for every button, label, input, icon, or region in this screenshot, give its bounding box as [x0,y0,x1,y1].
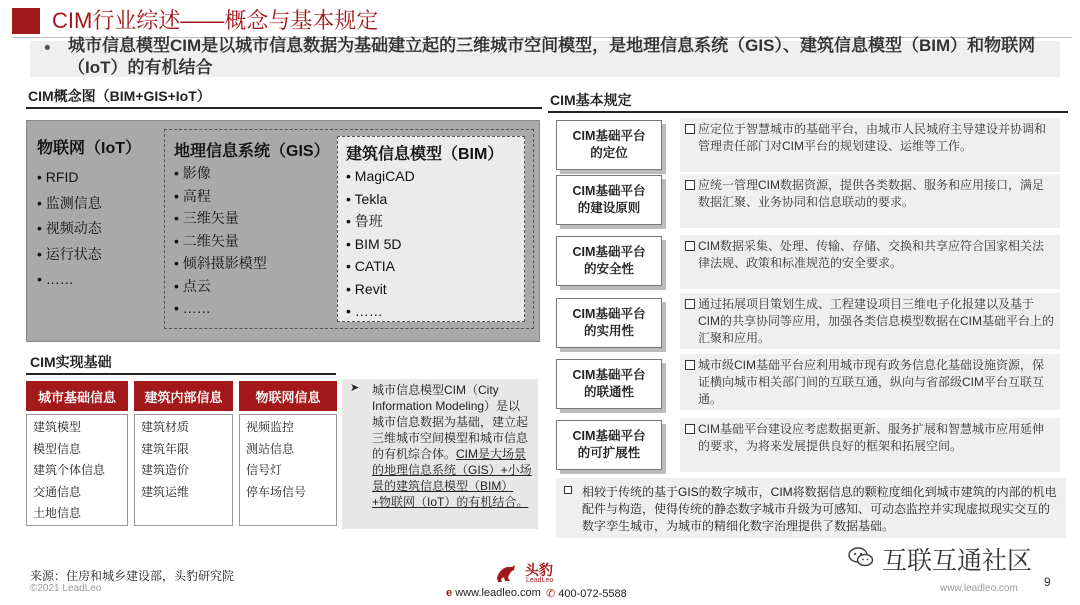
basis-heading: CIM实现基础 [30,354,112,370]
rule-desc-scalability: CIM基础平台建设应考虑数据更新、服务扩展和智慧城市应用延伸的要求，为将来发展提供良好的框架和拓展空间。 [680,418,1060,472]
rule-desc-practicality: 通过拓展项目策划生成、工程建设项目三维电子化报建以及基于CIM的共享协同等应用，加强各类信息模型数据在CIM基础平台上的汇聚和应用。 [680,293,1060,349]
list-item: 建筑材质 [141,420,190,434]
summary-text: 城市信息模型CIM是以城市信息数据为基础建立起的三维城市空间模型，是地理信息系统（GIS）、建筑信息模型（BIM）和物联网（IoT）的有机结合 [68,36,1036,77]
basis-heading-rule [26,373,336,375]
gis-list [174,162,267,320]
leopard-logo-icon [495,562,517,584]
brand-logo-subtext: LeadLeo [526,577,554,584]
basis-col-header: 城市基础信息 [26,381,128,411]
list-item: • MagiCAD [346,165,415,188]
definition-text: 城市信息模型CIM（City Information Modeling）是以城市信息数据为基础，建立起三维城市空间模型和城市信息的有机综合体。 [372,383,529,461]
rules-heading-rule [548,111,1068,113]
list-item: 停车场信号 [246,484,307,499]
rule-desc-security: CIM数据采集、处理、传输、存储、交换和共享应符合国家相关法律法规、政策和标准规范的安全要求。 [680,235,1060,289]
list-item: • Revit [346,278,415,301]
brand-logo-text: 头豹 [525,562,553,578]
list-item: • 高程 [174,185,267,208]
basis-col-iot [239,414,337,526]
iot-list [37,165,102,293]
bim-list [346,165,415,323]
rule-label-scalability: CIM基础平台 的可扩展性 [556,420,662,470]
list-item: 建筑个体信息 [33,463,106,477]
rule-desc-connectivity: 城市级CIM基础平台应利用城市现有政务信息化基础设施资源，保证横向城市相关部门间的互联互通，纵向与省部级CIM平台互联互通。 [680,354,1060,410]
page-title: CIM行业综述——概念与基本规定 [52,8,379,33]
basis-col-building [134,414,233,526]
list-item: • 监测信息 [37,191,102,217]
web-icon: e [446,587,453,599]
list-item: • 倾斜摄影模型 [174,252,267,275]
list-item: • BIM 5D [346,233,415,256]
footer-url: e www.leadleo.com [446,587,541,599]
footer-site: www.leadleo.com [940,583,1018,594]
basis-col-header: 建筑内部信息 [134,381,233,411]
arrow-bullet-icon: ➤ [350,382,360,394]
list-item: • 视频动态 [37,216,102,242]
bottom-note: 相较于传统的基于GIS的数字城市，CIM将数据信息的颗粒度细化到城市建筑的内部的机电配件与构造，使得传统的静态数字城市升级为可感知、可动态监控并实现虚拟现实交互的数字孪生城市，为城市的精细化数字治理提供了数据基础。 [556,478,1066,538]
wechat-icon [848,547,874,567]
concept-heading-rule [26,107,542,109]
title-accent-bar [12,8,40,34]
rule-label-positioning: CIM基础平台 的定位 [556,120,662,170]
checkbox-bullet-icon [564,486,572,494]
basis-col-header: 物联网信息 [239,381,337,411]
community-watermark: 互联互通社区 [882,547,1033,575]
concept-heading: CIM概念图（BIM+GIS+IoT） [28,88,211,104]
list-item: 建筑模型 [33,420,82,434]
list-item: 建筑造价 [141,463,190,477]
list-item: 视频监控 [246,420,295,434]
list-item: • CATIA [346,255,415,278]
list-item: • Tekla [346,188,415,211]
source-note: 来源：住房和城乡建设部，头豹研究院 [30,569,235,583]
list-item: • …… [37,267,102,293]
list-item: • …… [346,300,415,323]
rule-label-principle: CIM基础平台 的建设原则 [556,175,662,225]
rule-label-connectivity: CIM基础平台 的联通性 [556,359,662,409]
page-number: 9 [1044,575,1051,589]
footer-phone: ✆ 400-072-5588 [546,588,627,600]
list-item: • 点云 [174,275,267,298]
list-item: 信号灯 [246,463,283,477]
list-item: • 运行状态 [37,242,102,268]
phone-icon: ✆ [546,588,556,600]
list-item: • …… [174,297,267,320]
list-item: • 影像 [174,162,267,185]
concept-diagram [26,120,540,342]
bim-box [337,136,525,322]
gis-title: 地理信息系统（GIS） [174,143,330,160]
list-item: 土地信息 [33,506,82,520]
rule-label-practicality: CIM基础平台 的实用性 [556,298,662,348]
list-item: 建筑运维 [141,484,190,499]
summary-bullet-icon: • [44,38,51,59]
rule-desc-principle: 应统一管理CIM数据资源，提供各类数据、服务和应用接口，满足数据汇聚、业务协同和信息联动的要求。 [680,174,1060,228]
iot-title: 物联网（IoT） [37,140,141,157]
copyright: ©2021 LeadLeo [30,583,102,594]
list-item: • 鲁班 [346,210,415,233]
list-item: • 二维矢量 [174,230,267,253]
list-item: 建筑年限 [141,441,190,456]
rule-label-security: CIM基础平台 的安全性 [556,236,662,286]
rule-desc-positioning: 应定位于智慧城市的基础平台，由城市人民城府主导建设并协调和管理责任部门对CIM平台的规划建设、运维等工作。 [680,118,1060,172]
basis-col-city [26,414,128,526]
list-item: 模型信息 [33,441,82,456]
list-item: 测站信息 [246,441,295,456]
list-item: 交通信息 [33,484,82,499]
cim-definition [342,379,538,529]
list-item: • RFID [37,165,102,191]
rules-heading: CIM基本规定 [550,92,632,108]
definition-emphasis: CIM是大场景的地理信息系统（GIS）+小场景的建筑信息模型（BIM）+物联网（IoT）的有机结合。 [372,447,532,509]
list-item: • 三维矢量 [174,207,267,230]
gis-box [164,129,534,329]
bim-title: 建筑信息模型（BIM） [346,146,504,163]
